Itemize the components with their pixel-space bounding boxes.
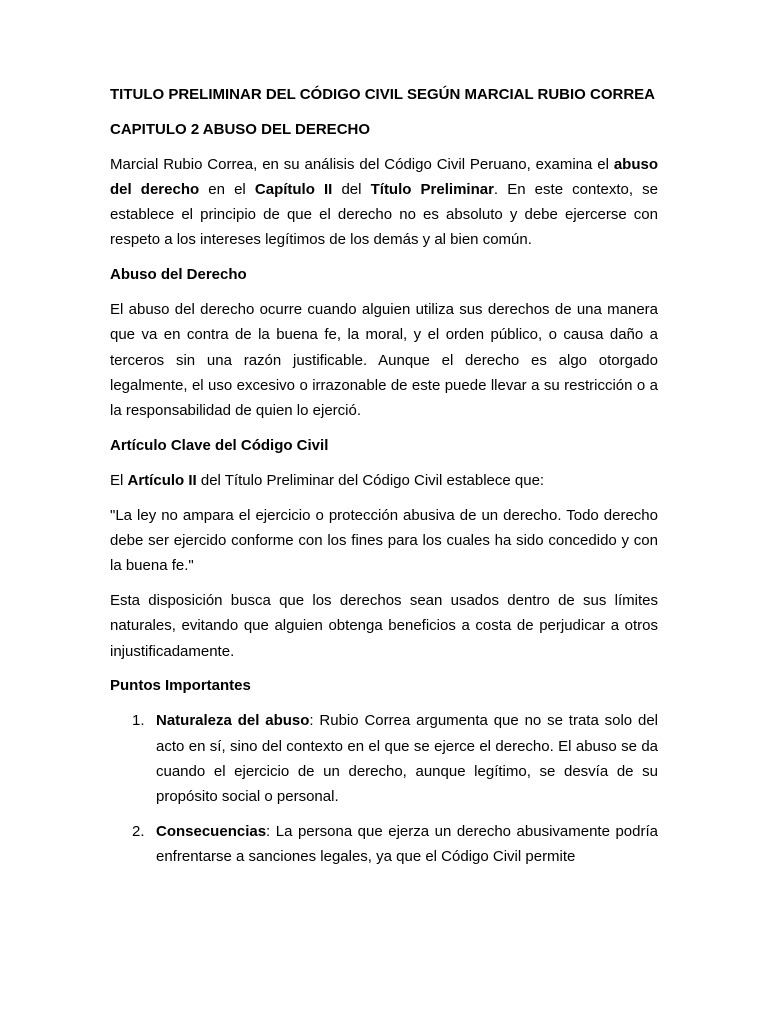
puntos-list [110, 708, 658, 869]
intro-text-4: . En este contexto, se establece el principio de que el derecho no es absoluto y debe ejercerse con respeto a los intereses legítimos de los demás y al bien común. [110, 180, 658, 249]
articulo-lead-text-1: El [110, 471, 128, 489]
articulo-lead-text-2: del Título Preliminar del Código Civil establece que: [196, 471, 545, 489]
list-item [110, 819, 658, 870]
list-item-text: : Rubio Correa argumenta que no se trata solo del acto en sí, sino del contexto en el que se ejerce el derecho. El abuso se da cuando el ejercicio de un derecho, aunque legítimo, se desvía de su propósito social o personal. [156, 712, 659, 806]
list-item-term: Naturaleza del abuso [156, 712, 310, 730]
list-item [110, 708, 658, 809]
list-item-number: 1. [132, 712, 145, 730]
intro-bold-3: Título Preliminar [370, 180, 494, 198]
section-heading-abuso: Abuso del Derecho [110, 266, 247, 284]
intro-paragraph [110, 152, 658, 253]
articulo-quote: "La ley no ampara el ejercicio o protección abusiva de un derecho. Todo derecho debe ser ejercido conforme con los fines para los cuales ha sido concedido y con la buena fe." [110, 506, 658, 575]
list-item-term: Consecuencias [156, 822, 267, 840]
intro-bold-1: abuso del derecho [110, 155, 658, 198]
list-item-text: : La persona que ejerza un derecho abusivamente podría enfrentarse a sanciones legales, ya que el Código Civil permite [156, 822, 658, 866]
section-heading-puntos: Puntos Importantes [110, 677, 251, 695]
intro-text-1: Marcial Rubio Correa, en su análisis del Código Civil Peruano, examina el [110, 155, 614, 173]
intro-bold-2: Capítulo II [254, 180, 333, 198]
document-title: TITULO PRELIMINAR DEL CÓDIGO CIVIL SEGÚN MARCIAL RUBIO CORREA [110, 86, 656, 103]
list-item-number: 2. [132, 822, 145, 840]
abuso-paragraph: El abuso del derecho ocurre cuando alguien utiliza sus derechos de una manera que va en contra de la buena fe, la moral, y el orden público, o causa daño a terceros sin una razón justificable. Aunque el derecho es algo otorgado legalmente, el uso excesivo o irrazonable de este puede llevar a su restricción o a la responsabilidad de quien lo ejerció. [110, 301, 658, 420]
articulo-lead-bold: Artículo II [127, 471, 197, 489]
document-page [110, 82, 658, 879]
intro-text-2: en el [199, 180, 255, 198]
chapter-heading: CAPITULO 2 ABUSO DEL DERECHO [110, 120, 371, 138]
section-heading-articulo: Artículo Clave del Código Civil [110, 437, 329, 455]
disposicion-paragraph: Esta disposición busca que los derechos sean usados dentro de sus límites naturales, evitando que alguien obtenga beneficios a costa de perjudicar a otros injustificadamente. [110, 592, 658, 660]
articulo-lead-paragraph [110, 468, 658, 493]
intro-text-3: del [332, 180, 371, 198]
